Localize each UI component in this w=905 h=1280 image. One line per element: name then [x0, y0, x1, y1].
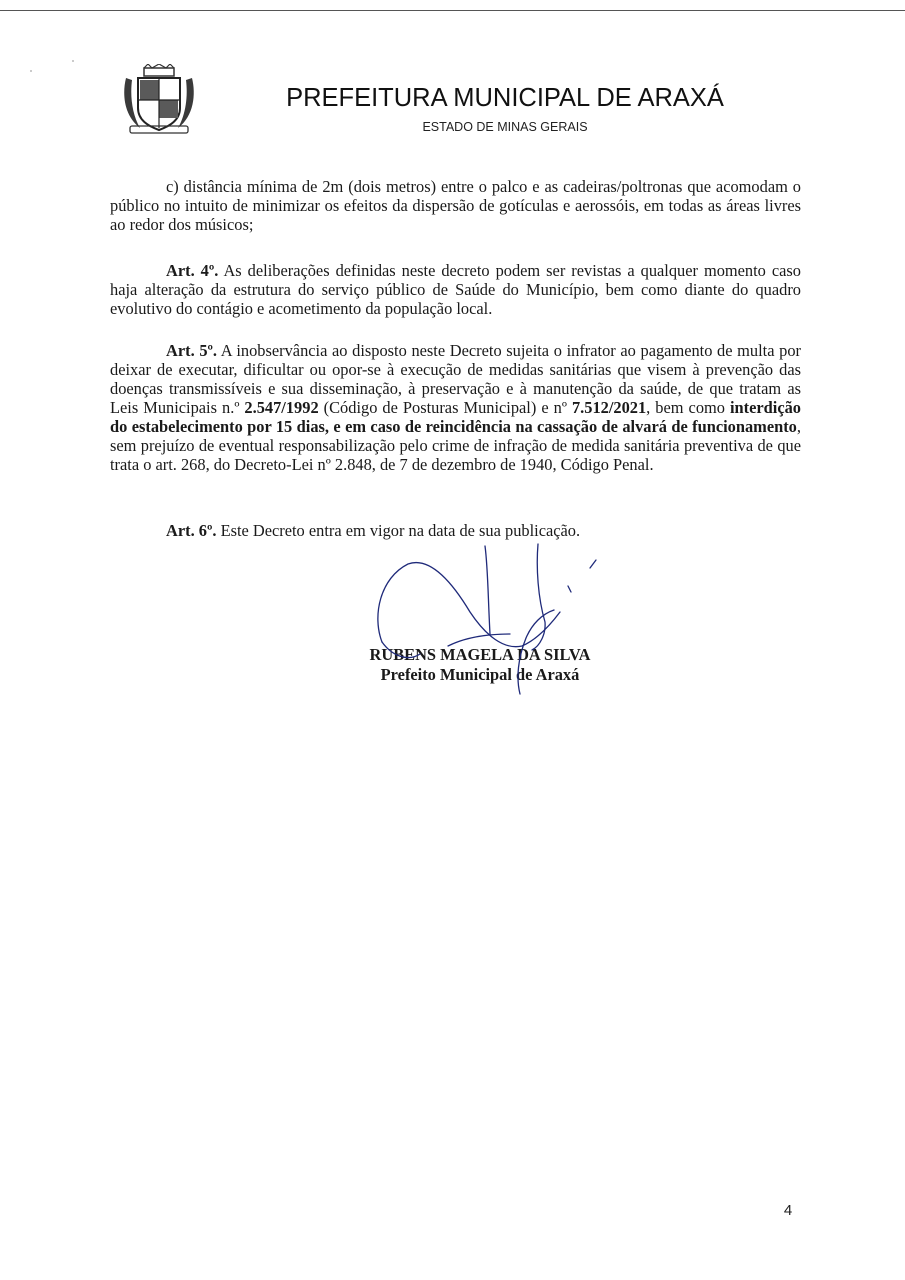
- article-text: Este Decreto entra em vigor na data de sua publicação.: [216, 521, 581, 540]
- article-label: Art. 6º.: [166, 521, 217, 540]
- article-text: A inobservância ao disposto neste Decreto sujeita o infrator ao pagamento de multa por deixar de executar, dificultar ou opor-se à execução de medidas sanitárias que visem à prevenção das doenças transmissíveis e sua disseminação, à preservação e à manutenção da saúde, de que tratam as Leis Municipais n.º: [110, 341, 802, 417]
- signatory-name: RUBENS MAGELA DA SILVA: [369, 645, 591, 664]
- article-label: Art. 5º.: [166, 341, 218, 360]
- page-subtitle: ESTADO DE MINAS GERAIS: [422, 120, 588, 134]
- article-text: (Código de Posturas Municipal) e nº: [318, 398, 572, 417]
- law-number: 7.512/2021: [571, 398, 647, 417]
- paragraph-art-4: [110, 261, 801, 318]
- article-label: Art. 4º.: [166, 261, 219, 280]
- law-number: 2.547/1992: [244, 398, 319, 417]
- article-text: , bem como: [646, 398, 730, 417]
- article-text: , sem prejuízo de eventual responsabilização pelo crime de infração de medida sanitária preventiva de que trata o art. 268, do Decreto-Lei nº 2.848, de 7 de dezembro de 1940, Código Penal.: [110, 417, 801, 474]
- coat-of-arms-icon: [118, 64, 200, 136]
- page-title: PREFEITURA MUNICIPAL DE ARAXÁ: [286, 84, 724, 112]
- signatory-role: Prefeito Municipal de Araxá: [380, 665, 580, 684]
- page-number: 4: [783, 1202, 793, 1219]
- article-text: As deliberações definidas neste decreto podem ser revistas a qualquer momento caso haja alteração da estrutura do serviço público de Saúde do Município, bem como diante do quadro evolutivo do contágio e acometimento da população local.: [110, 261, 801, 318]
- scan-speck: [72, 60, 74, 62]
- handwritten-signature: [360, 538, 620, 703]
- scan-speck: [30, 70, 32, 72]
- paragraph-item-c: c) distância mínima de 2m (dois metros) entre o palco e as cadeiras/poltronas que acomodam o público no intuito de minimizar os efeitos da dispersão de gotículas e aerossóis, em todas as áreas livres ao redor dos músicos;: [110, 177, 801, 234]
- top-rule: [0, 10, 905, 11]
- paragraph-art-5: [110, 341, 801, 474]
- penalty-text: interdição do estabelecimento por 15 dias, e em caso de reincidência na cassação de alvará de funcionamento: [110, 398, 801, 436]
